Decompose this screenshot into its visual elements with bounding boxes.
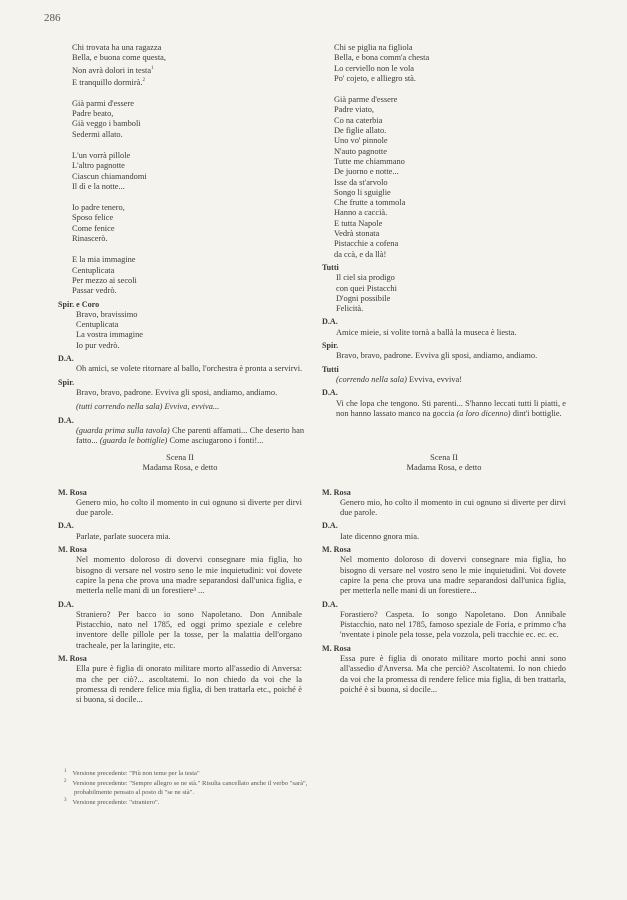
verse-line: Io padre tenero,: [72, 203, 125, 213]
verse-line: da ccà, e da llà!: [334, 249, 387, 259]
verse-line: Padre viato,: [334, 105, 375, 115]
verse-line: Chi trovata ha una ragazza: [72, 43, 162, 52]
dialogue-text: Vi che lopa che tengono. Sti parenti... S'hanno leccati tutti li piatti, e non hanno lassato manco na goccia (a loro dicenno) dint'i bottiglie.: [336, 398, 566, 418]
speaker-label: D.A.: [58, 599, 74, 609]
verse-line: Il dì e la notte...: [72, 181, 125, 191]
dialogue-text: (correndo nella sala) Evviva, evviva!: [336, 374, 462, 384]
verse-line: Padre beato,: [72, 109, 114, 119]
speaker-label: Tutti: [322, 262, 339, 272]
top-right-column: [322, 43, 566, 419]
speaker-label: D.A.: [58, 415, 74, 425]
verse-line: D'ogni possibile: [336, 293, 391, 303]
verse-line: Passar vedrò.: [72, 286, 117, 296]
verse-line: Per mezzo ai secoli: [72, 275, 137, 285]
verse-line: Lo cerviello non le vola: [334, 63, 415, 73]
scene-subtitle: Madama Rosa, e detto: [406, 463, 482, 473]
verse-line: Bella, e bona comm'a chesta: [334, 53, 430, 63]
verse-line: Bella, e buona come questa,: [72, 53, 166, 63]
verse-stanza: [322, 95, 566, 260]
verse-line: Che frutte a tommola: [334, 198, 406, 208]
dialogue-text: (guarda prima sulla tavola) Che parenti affamati... Che deserto han fatto... (guarda le bottiglie) Come asciugarono i fonti!...: [76, 425, 305, 446]
speaker-label: D.A.: [322, 521, 338, 531]
verse-line: E tutta Napole: [334, 218, 383, 228]
footnote: $^2$ Versione precedente: "Sempre allegro se ne stà." Risulta cancellato anche il verbo "sarà", probabilmente pensato al posto di "se ne stà".: [64, 779, 308, 796]
dialogue-text: Iate dicenno gnora mia.: [340, 531, 420, 541]
verse-line: Centuplicata: [76, 320, 119, 330]
verse-line: Già parmi d'essere: [72, 98, 134, 108]
verse-stanza: [322, 43, 566, 84]
verse-stanza: [64, 255, 304, 296]
footnote-ref: 2: [142, 77, 145, 83]
footnotes: [64, 768, 324, 807]
verse-line: Vedrà stonata: [334, 229, 380, 239]
verse-line: Centuplicata: [72, 265, 115, 275]
verse-line: Uno vo' pinnole: [334, 136, 388, 146]
footnote: $^1$ Versione precedente: "Più non teme per la testa": [64, 769, 200, 778]
speaker-label: Spir.: [322, 341, 339, 351]
verse-stanza: [64, 203, 304, 244]
stage-direction: (guarda le bottiglie): [99, 436, 168, 446]
verse-stanza: [64, 151, 304, 192]
verse-line: Isse da st'arvolo: [334, 177, 388, 187]
dialogue-text: Nel momento doloroso di dovervi consegnare mia figlia, ho bisogno di versare nel vostro seno le mie inquietudini. Voi dovete capire la pena che prova una madre separandosi dall'unica figlia, per metterla nelle mani di un forestiere...: [340, 555, 566, 596]
verse-line: Non avrà dolori in testa$^1$: [72, 65, 154, 75]
scene-title: Scena II: [166, 453, 194, 462]
stage-direction: (tutti correndo nella sala) Evviva, evviva...: [76, 402, 220, 412]
speaker-label: M. Rosa: [322, 487, 351, 497]
verse-line: Il ciel sia prodigo: [336, 273, 395, 283]
verse-line: Songo li sguiglie: [334, 187, 391, 197]
verse-line: L'altro pagnotte: [72, 161, 125, 171]
verse-line: Hanno a caccià.: [334, 208, 388, 218]
verse-line: Pistacchie a cofena: [334, 239, 399, 249]
stage-direction: (correndo nella sala): [336, 374, 407, 384]
verse-stanza: [64, 99, 304, 140]
dialogue-text: Bravo, bravo, padrone. Evviva gli sposi, andiamo, andiamo.: [76, 387, 278, 397]
dialogue-text: Straniero? Per bacco io sono Napoletano. Don Annibale Pistacchio, nato nel 1785, ed oggi primo speziale e celebre inventore delle pillole per la tosse, per la malattia dell'organo tracheale, per la laringite, etc.: [76, 609, 302, 650]
dialogue-text: Ella pure è figlia di onorato militare morto all'assedio di Anversa: ma che per ciò?... ascoltatemi. Io non chiedo da voi che la promessa di rendere felice mia figlia, di ben trattarla etc., poiché è si buona, sì docile...: [76, 664, 302, 705]
speaker-label: D.A.: [322, 388, 338, 398]
verse-stanza: [322, 273, 566, 314]
speaker-label: Spir.: [58, 377, 75, 387]
verse-line: con quei Pistacchi: [336, 283, 397, 293]
dialogue-text: Nel momento doloroso di dovervi consegnare mia figlia, ho bisogno di versare nel vostro seno le mie inquietudini: voi dovete capire la pena che prova una madre separandosi dall'unica figlia, e metterla nelle mani di un forestiere³ ...: [76, 555, 302, 596]
verse-line: E la mia immagine: [72, 255, 136, 265]
verse-line: Già veggo i bamboli: [72, 119, 141, 129]
bottom-right-column: [322, 453, 566, 695]
speaker-label: M. Rosa: [322, 545, 351, 555]
verse-line: La vostra immagine: [76, 330, 143, 340]
verse-line: Rinascerò.: [72, 234, 108, 244]
dialogue-text: Essa pure è figlia di onorato militare morto pochi anni sono all'assedio d'Anversa. Ma che perciò? Ascoltatemi. Io non chiedo da voi che la promessa di rendere felice mia figlia, di ben trattarla, poiché è sì buona, sì docile...: [340, 654, 566, 694]
verse-line: Ciascun chiamandomi: [72, 171, 147, 181]
speaker-label: M. Rosa: [322, 643, 351, 653]
verse-line: Bravo, bravissimo: [76, 309, 138, 319]
scene-title: Scena II: [430, 453, 458, 462]
footnote: $^3$ Versione precedente: "straniero".: [64, 797, 160, 807]
dialogue-text: Genero mio, ho colto il momento in cui ognuno si diverte per dirvi due parole.: [340, 497, 566, 518]
scene-heading: [58, 453, 302, 474]
verse-line: E tranquillo dormirà.$^2$: [72, 77, 145, 87]
footnote-ref: 1: [151, 65, 154, 71]
dialogue-text: Oh amici, se volete ritornare al ballo, l'orchestra è pronta a servirvi.: [76, 364, 303, 374]
verse-line: L'un vorrà pillole: [72, 150, 131, 160]
bottom-left-column: [58, 453, 302, 706]
speaker-label: M. Rosa: [58, 487, 87, 497]
verse-line: Come fenice: [72, 223, 115, 233]
dialogue-text: Amice mieie, si volite tornà a ballà la museca è liesta.: [336, 327, 517, 337]
verse-line: De figlie allato.: [334, 126, 387, 136]
verse-line: Io pur vedrò.: [76, 340, 120, 350]
speaker-label: Tutti: [322, 364, 339, 374]
verse-line: N'auto pagnotte: [334, 146, 387, 156]
scene-subtitle: Madama Rosa, e detto: [142, 463, 218, 473]
speaker-label: M. Rosa: [58, 654, 87, 664]
verse-line: Chi se piglia na figliola: [334, 43, 413, 52]
verse-line: Co na caterbia: [334, 115, 383, 125]
speaker-label: D.A.: [322, 599, 338, 609]
speaker-label: D.A.: [58, 354, 74, 364]
stage-direction: (guarda prima sulla tavola): [76, 425, 170, 435]
verse-line: Tutte me chiammano: [334, 156, 405, 166]
verse-line: Già parme d'essere: [334, 95, 398, 105]
scene-heading: [322, 453, 566, 474]
stage-direction: (a loro dicenno): [456, 408, 511, 418]
dialogue-text: Parlate, parlate suocera mia.: [76, 531, 171, 541]
top-left-column: [58, 43, 305, 446]
speaker-label: Spir. e Coro: [58, 299, 100, 309]
page-number: 286: [44, 12, 61, 24]
speaker-label: M. Rosa: [58, 545, 87, 555]
verse-line: Sposo felice: [72, 213, 114, 223]
verse-stanza: [64, 310, 304, 351]
speaker-label: D.A.: [322, 317, 338, 327]
verse-line: De juorno e notte...: [334, 167, 399, 177]
speaker-label: D.A.: [58, 521, 74, 531]
dialogue-text: Forastiero? Caspeta. Io songo Napoletano. Don Annibale Pistacchio, nato nel 1785, famoso speziale de Foria, e primmo c'ha 'nventate i pinole pela tosse, pela vozzola, peli tracchie ec. ec. ec.: [340, 609, 566, 640]
verse-line: Po' cojeto, e alliegro stà.: [334, 73, 416, 83]
verse-stanza: [64, 43, 304, 88]
dialogue-text: Bravo, bravo, padrone. Evviva gli sposi, andiamo, andiamo.: [336, 351, 538, 361]
verse-line: Sedermi allato.: [72, 129, 123, 139]
verse-line: Felicità.: [336, 304, 364, 314]
dialogue-text: Genero mio, ho colto il momento in cui ognuno si diverte per dirvi due parole.: [76, 497, 302, 518]
